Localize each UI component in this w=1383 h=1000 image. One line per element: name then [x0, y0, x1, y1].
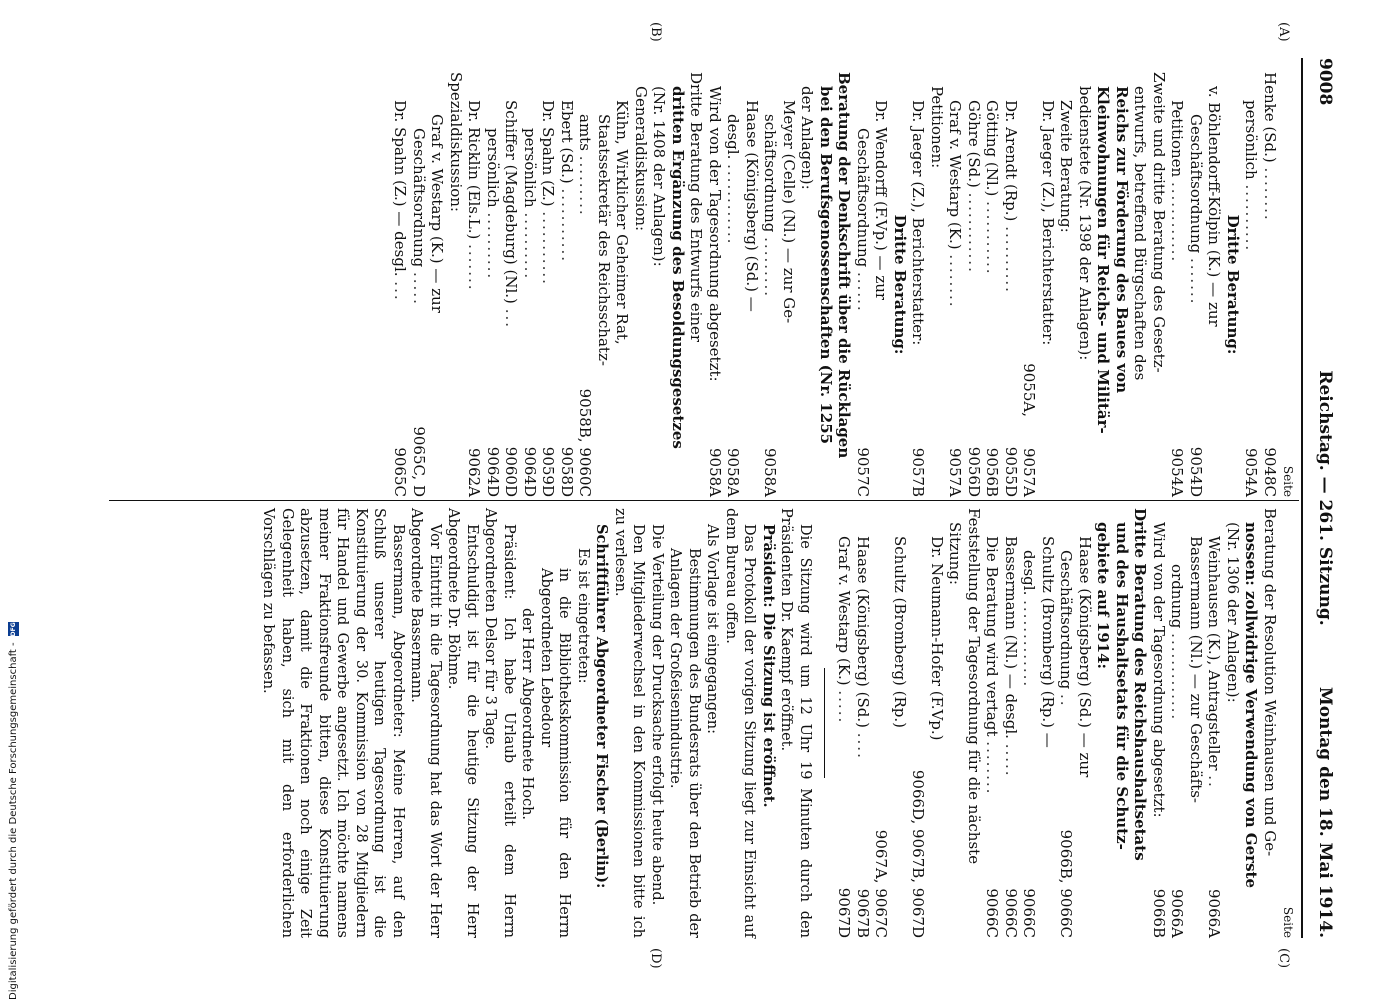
bassermann-speech: Bassermann, Abgeordneter: Meine Herren, auf den Schluß unserer heutigen Tagesordnung ist die Konstituierung der 30. Kommission von 28 Mitgliedern für Handel und Gewerbe angesetzt. Ich möchte namens meiner Fraktionsfreunde bitten, diese Konstituierung abzusetzen, damit die Fraktionen noch einige Zeit Gelegenheit haben, sich mit den erforderlichen Vorschlägen zu befassen.: [260, 508, 406, 938]
toc-entry: Ebert (Sd.) ........... 9058D: [558, 100, 576, 497]
toc-entry: Dr. Ricklin (Els.L.) ....... 9062A: [465, 100, 484, 497]
toc-entry: Kühn, Wirklicher Geheimer Rat,: [613, 100, 632, 345]
toc-entry: Dr. Neumann-Hofer (F.Vp.): [928, 536, 946, 741]
toc-entry: Dr. Jaeger (Z.), Berichterstatter:: [1039, 100, 1057, 346]
toc-entry: der Anlagen):: [798, 86, 817, 190]
toc-entry: Haase (Königsberg) (Sd.) .... 9067B: [854, 536, 872, 938]
dfg-logo: DFG: [9, 622, 17, 637]
toc-entry: Geschäftsordnung ..... 9065C, D: [410, 128, 428, 497]
toc-entry: Götting (Nl.) ........... 9056B: [983, 100, 1002, 497]
leave-paragraph: Präsident: Ich habe Urlaub erteilt dem Herrn Abgeordneten Delsor für 3 Tage.: [482, 508, 517, 938]
toc-entry: Schultz (Bromberg) (Rp.) —: [1039, 536, 1057, 748]
toc-entry: Feststellung der Tagesordnung für die nächste: [965, 508, 983, 865]
toc-entry: Wird von der Tagesordnung abgesetzt: 9066B: [1150, 522, 1168, 938]
seite-label: Seite: [1281, 465, 1295, 497]
submission-item: Bestimmungen des Bundesrats über den Betrieb der Anlagen der Großeisenindustrie.: [667, 548, 702, 938]
toc-entry: desgl. ............ 9058A: [724, 114, 743, 497]
toc-entry: 9066D, 9067B, 9067D: [909, 769, 928, 938]
toc-entry: Kleinwohnungen für Reichs- und Militär-: [1094, 86, 1113, 434]
toc-entry: persönlich .......... 9064D: [484, 128, 502, 497]
secretary-statement: Schriftführer Abgeordneter Fischer (Berlin):: [593, 524, 611, 889]
toc-entry: Beratung der Denkschrift über die Rücklagen: [835, 72, 854, 459]
toc-entry: Wird von der Tagesordnung abgesetzt: 9058A: [706, 86, 724, 497]
toc-entry: (Nr. 1408 der Anlagen):: [650, 86, 669, 267]
toc-subheading: Spezialdiskussion:: [447, 72, 465, 212]
toc-entry: Graf v. Westarp (K.) ..... 9067D: [835, 536, 854, 938]
toc-entry: Petitionen ............ 9054A: [1168, 100, 1187, 497]
toc-entry: Dr. Wendorff (F.Vp.) — zur: [872, 100, 891, 301]
toc-entry: Geschäftsordnung .. 9066B, 9066C: [1057, 550, 1076, 938]
toc-entry: Dr. Jaeger (Z.), Berichterstatter: 9057B: [909, 100, 928, 497]
toc-entry: Beratung der Resolution Weinhausen und Ge-: [1261, 508, 1279, 857]
secretary-line: in die Bibliothekskommission für den Herrn Abgeordneten Lebedour: [538, 568, 573, 938]
seite-label: Seite: [1281, 906, 1295, 938]
digitization-text: Digitalisierung gefördert durch die Deutsche Forschungsgemeinschaft -: [7, 642, 19, 1000]
toc-entry: Dr. Spahn (Z.) ........... 9059D: [539, 100, 558, 497]
toc-entry: Schultz (Bromberg) (Rp.): [891, 536, 909, 729]
toc-entry: persönlich .......... 9054A: [1242, 100, 1261, 497]
column-divider: [109, 500, 1299, 501]
toc-heading: Dritte Beratung:: [891, 214, 909, 355]
toc-entry: Geschäftsordnung ....... 9054D: [1187, 114, 1205, 497]
toc-entry: ordnung ............. 9066A: [1168, 564, 1187, 938]
left-column: [391, 72, 1295, 497]
member-change-paragraph: Den Mitgliederwechsel in den Kommissionen bitte ich zu verlesen.: [612, 508, 647, 938]
toc-entry: Haase (Königsberg) (Sd.) — zur: [1076, 536, 1094, 778]
toc-entry: und des Haushaltsetats für die Schutz-: [1113, 522, 1131, 850]
president-statement: Präsident: Die Sitzung ist eröffnet.: [760, 524, 777, 808]
toc-entry: Die Beratung wird vertagt ........ 9066C: [983, 536, 1002, 938]
margin-mark-c: (C): [1276, 948, 1291, 969]
toc-entry: Göhre (Sd.) ............ 9056D: [965, 100, 983, 497]
secretary-line: Es ist eingetreten:: [575, 548, 591, 684]
toc-entry: Dritte Beratung des Reichshaushaltsetats: [1131, 508, 1150, 861]
toc-entry: nossen: zollwidrige Verwendung von Gerste: [1242, 522, 1261, 888]
margin-mark-a: (A): [1276, 22, 1291, 42]
margin-mark-d: (D): [648, 948, 663, 969]
toc-entry: schäftsordnung ......... 9058A: [761, 114, 780, 497]
toc-entry: entwurfs, betreffend Bürgschaften des: [1131, 86, 1150, 381]
distribution-paragraph: Die Verteilung der Drucksache erfolgt heute abend.: [649, 524, 665, 906]
toc-entry: gebiete auf 1914:: [1094, 522, 1113, 670]
protocol-paragraph: Das Protokoll der vorigen Sitzung liegt zur Einsicht auf dem Bureau offen.: [723, 508, 758, 938]
toc-entry: Graf v. Westarp (K.) ........ 9057A: [946, 100, 965, 497]
toc-entry: Staatssekretär des Reichsschatz-: [595, 114, 613, 366]
toc-entry: v. Böhlendorff-Kölpin (K.) — zur: [1205, 86, 1224, 327]
toc-entry: Zweite und dritte Beratung des Gesetz-: [1150, 72, 1168, 373]
toc-subheading: Zweite Beratung:: [1057, 100, 1076, 233]
toc-entry: Meyer (Celle) (Nl.) — zur Ge-: [780, 100, 798, 324]
toc-entry: Graf v. Westarp (K.) — zur: [428, 114, 447, 313]
toc-entry: Schiffer (Magdeburg) (Nl.) ... 9060D: [502, 100, 521, 497]
digitization-notice: [4, 10, 22, 1000]
toc-entry: amts ......... 9058B, 9060C: [576, 114, 595, 497]
toc-entry: persönlich .......... 9064D: [521, 128, 539, 497]
toc-entry: Sitzung:: [946, 522, 965, 585]
section-rule: [824, 668, 825, 778]
toc-entry: bedienstete (Nr. 1398 der Anlagen):: [1076, 86, 1094, 361]
page-header: [1301, 58, 1343, 938]
margin-mark-b: (B): [648, 22, 663, 42]
toc-subheading: Generaldiskussion:: [632, 86, 650, 232]
toc-entry: Reichs zur Förderung des Baues von: [1113, 86, 1131, 393]
excused-paragraph: Entschuldigt ist für die heutige Sitzung der Herr Abgeordnete Dr. Böhme.: [445, 508, 480, 938]
page-number: 9008: [1315, 58, 1335, 106]
toc-entry: Dr. Spahn (Z.) — desgl. ... 9065C: [391, 100, 410, 497]
toc-entry: desgl. ............. 9066C: [1020, 550, 1039, 938]
submission-paragraph: Als Vorlage ist eingegangen:: [704, 524, 721, 735]
toc-entry: Dr. Arendt (Rp.) .......... 9055D: [1002, 100, 1020, 497]
session-date: Montag den 18. Mai 1914.: [1315, 686, 1335, 938]
secretary-line: der Herr Abgeordnete Hoch.: [519, 608, 536, 821]
toc-entry: bei den Berufsgenossenschaften (Nr. 1255: [817, 86, 835, 445]
toc-entry: Geschäftsordnung ...... 9057C: [854, 128, 872, 497]
toc-subheading: Petitionen:: [928, 86, 946, 169]
toc-entry: Bassermann (Nl.) — zur Geschäfts-: [1187, 536, 1205, 804]
right-column: [259, 508, 1295, 938]
toc-entry: Henke (Sd.) ........ 9048C: [1261, 72, 1279, 497]
toc-entry: Haase (Königsberg) (Sd.) —: [743, 100, 761, 312]
toc-entry: Weinhausen (K.), Antragsteller .. 9066A: [1205, 536, 1224, 938]
opening-paragraph: Die Sitzung wird um 12 Uhr 19 Minuten durch den Präsidenten Dr. Kaempf eröffnet.: [778, 508, 813, 938]
page-title: Reichstag. — 261. Sitzung.: [1315, 370, 1335, 626]
toc-entry: Bassermann (Nl.) — desgl. ..... 9066C: [1002, 536, 1020, 938]
toc-entry: Dritte Beratung des Entwurfs einer: [687, 72, 706, 343]
floor-paragraph: Vor Eintritt in die Tagesordnung hat das Wort der Herr Abgeordnete Bassermann.: [408, 508, 443, 938]
toc-heading: Dritte Beratung:: [1224, 214, 1242, 355]
toc-entry: (Nr. 1306 der Anlagen):: [1224, 522, 1242, 703]
toc-entry: 9067A, 9067C: [872, 829, 891, 938]
toc-entry: dritten Ergänzung des Besoldungsgesetzes: [669, 86, 687, 449]
toc-entry: 9055A, 9057A: [1020, 363, 1039, 497]
